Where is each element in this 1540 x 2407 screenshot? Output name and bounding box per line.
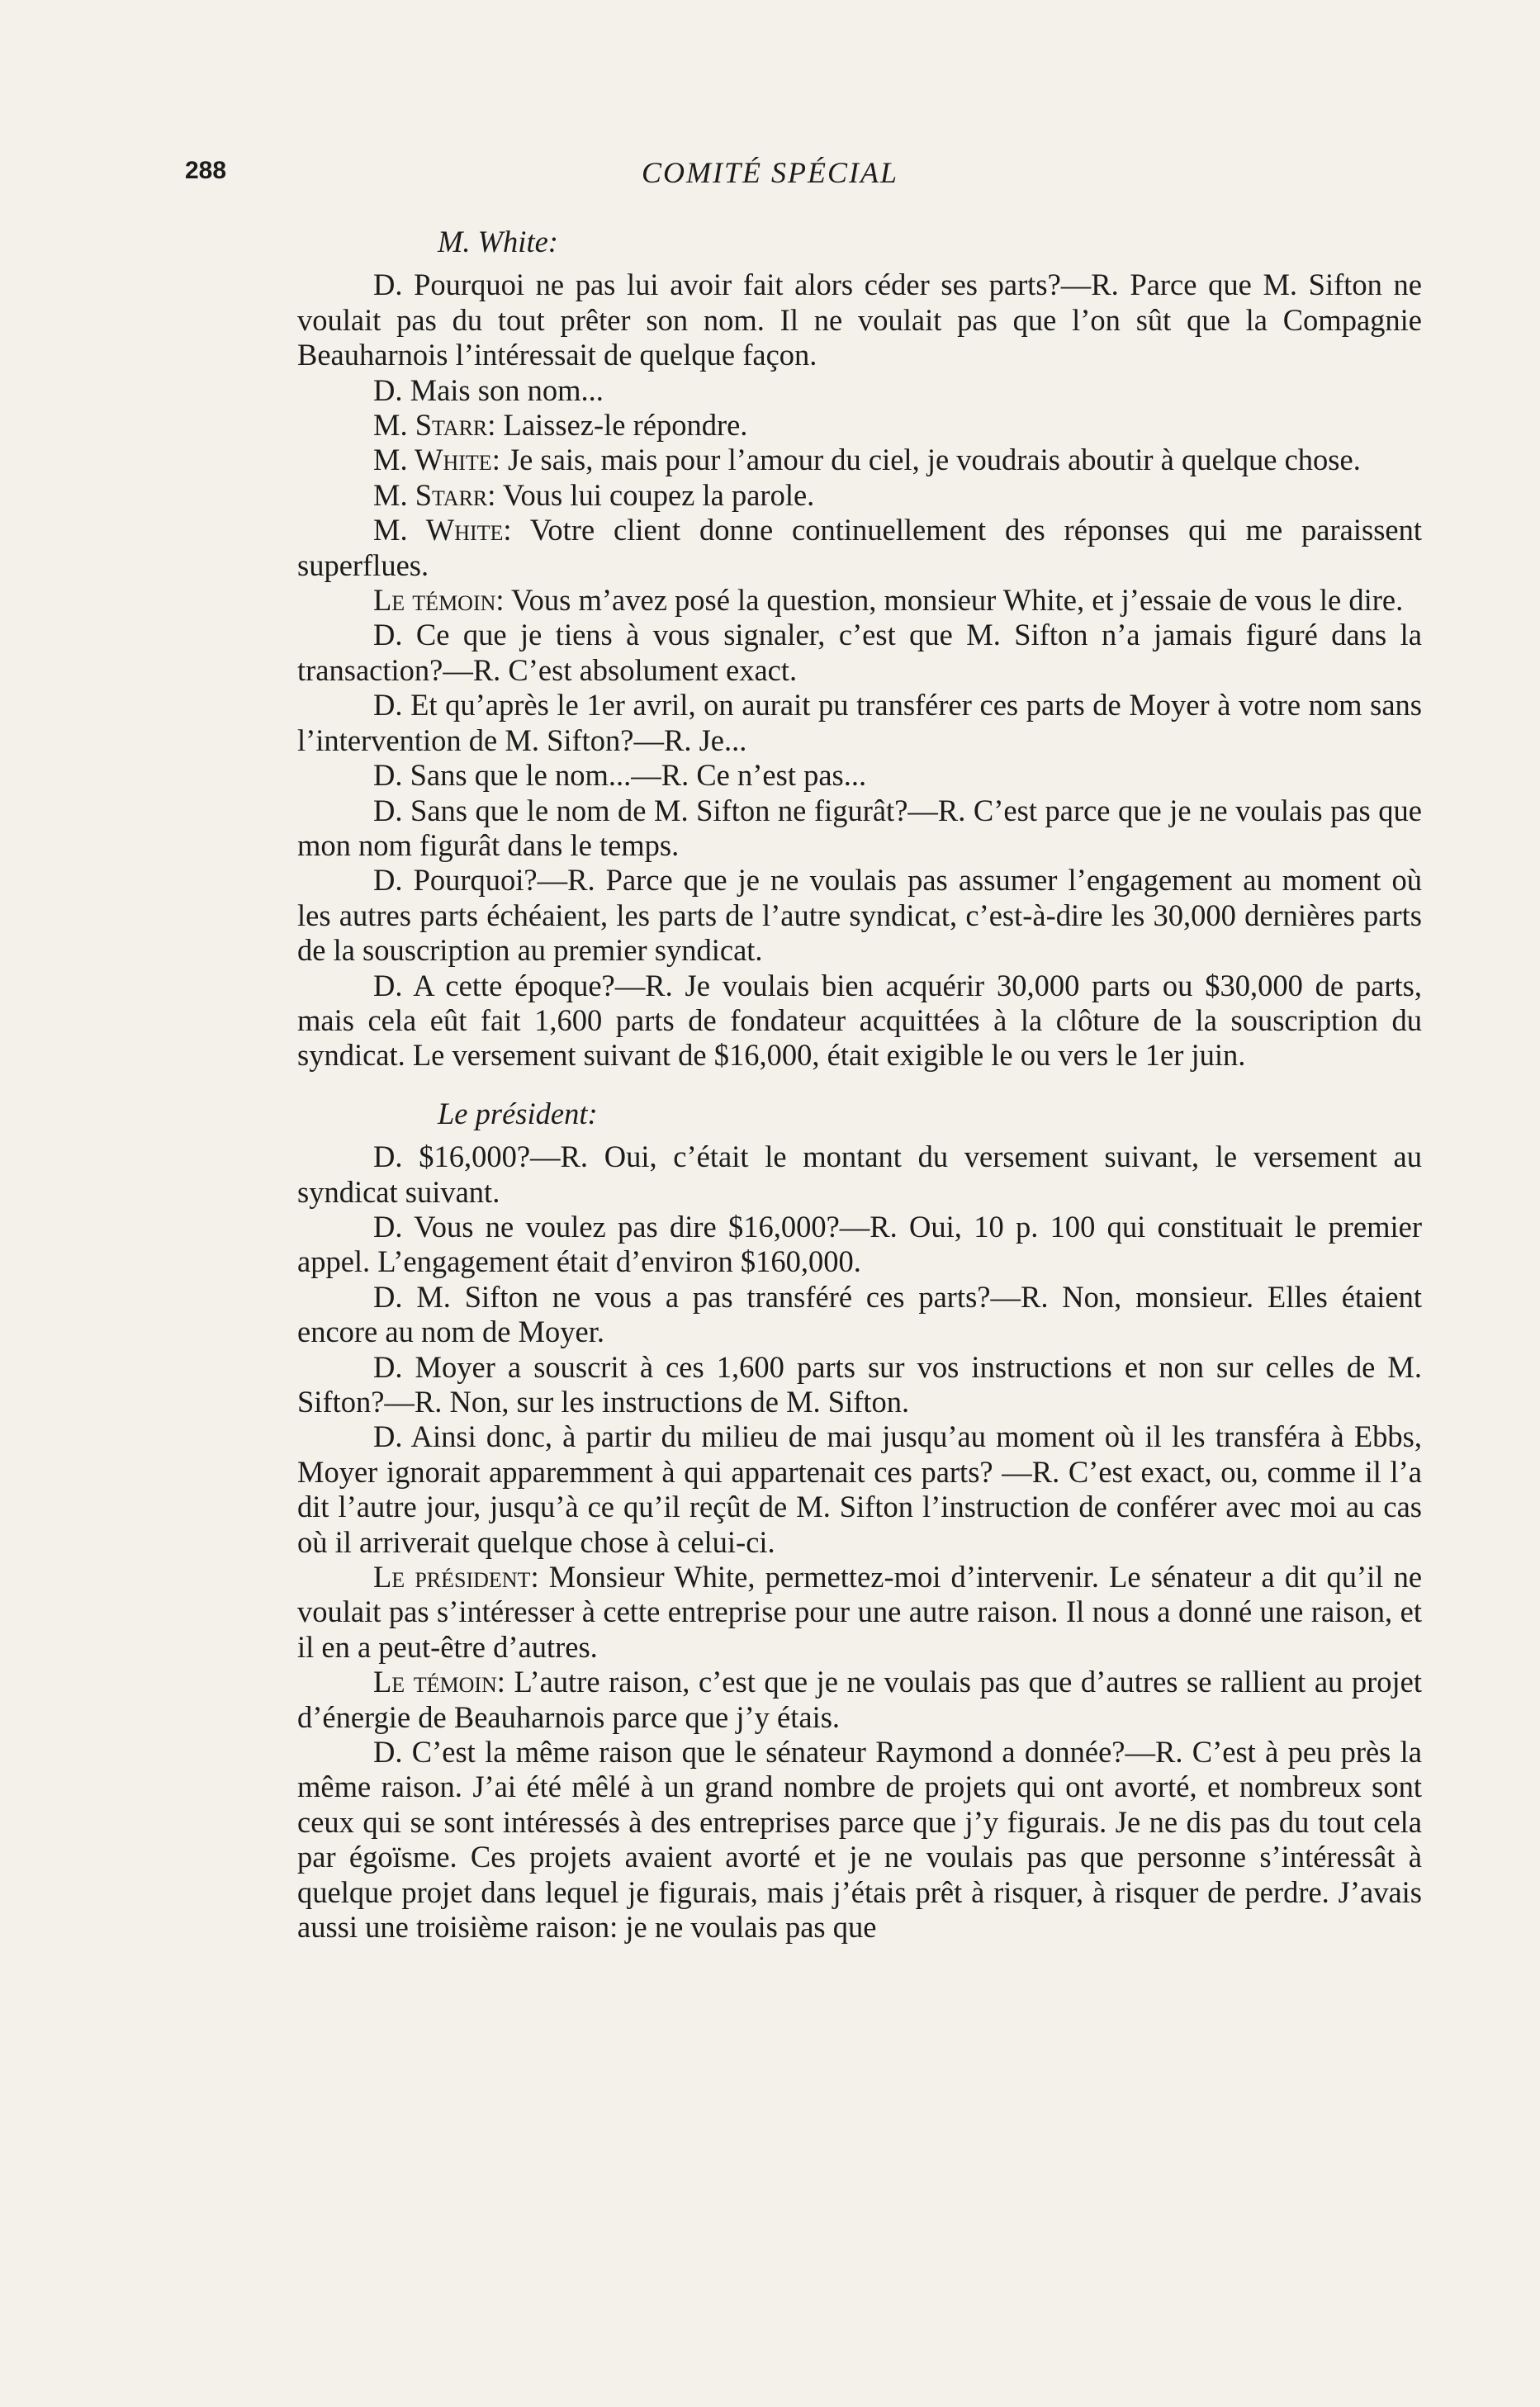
paragraph-text: L’autre raison, c’est que je ne voulais pas que d’autres se rallient au projet d’énergie de Beauharnois parce que j’y étais. xyxy=(297,1665,1422,1734)
paragraph-text: Vous m’avez posé la question, monsieur White, et j’essaie de vous le dire. xyxy=(511,583,1404,618)
speaker-heading: M. White: xyxy=(438,225,558,258)
paragraph: D. Pourquoi ne pas lui avoir fait alors céder ses parts?—R. Parce que M. Sifton ne voulait pas du tout prêter son nom. Il ne voulait pas que l’on sût que la Compagnie Beauharnois l’intéressait de quelque façon. xyxy=(297,268,1422,372)
paragraph xyxy=(297,1665,1422,1735)
speaker-heading: Le président: xyxy=(438,1096,598,1130)
paragraph: D. M. Sifton ne vous a pas transféré ces parts?—R. Non, monsieur. Elles étaient encore au nom de Moyer. xyxy=(297,1279,1422,1349)
speaker-name: Le témoin: xyxy=(373,1665,505,1699)
speaker-name: M. Starr: xyxy=(373,408,496,443)
paragraph xyxy=(297,478,1422,513)
paragraph-text: Monsieur White, permettez-moi d’intervenir. Le sénateur a dit qu’il ne voulait pas s’intéresser à cette entreprise pour une autre raison. Il nous a donné une raison, et il en a peut-être d’autres. xyxy=(297,1560,1423,1664)
paragraph: D. Et qu’après le 1er avril, on aurait pu transférer ces parts de Moyer à votre nom sans l’intervention de M. Sifton?—R. Je... xyxy=(297,688,1422,757)
paragraph xyxy=(297,513,1422,583)
page-number: 288 xyxy=(185,157,227,184)
speaker-name: M. Starr: xyxy=(373,477,496,512)
paragraph: D. Ainsi donc, à partir du milieu de mai jusqu’au moment où il les transféra à Ebbs, Moyer ignorait apparemment à qui appartenait ces parts? —R. C’est exact, ou, comme il l’a dit l’autre jour, jusqu’à ce qu’il reçût de M. Sifton l’instruction de conférer avec moi au cas où il arriverait quelque chose à celui-ci. xyxy=(297,1419,1422,1559)
paragraph: D. C’est la même raison que le sénateur Raymond a donnée?—R. C’est à peu près la même raison. J’ai été mêlé à un grand nombre de projets qui ont avorté, et nombreux sont ceux qui se sont intéressés à des entreprises parce que j’y figurais. Je ne dis pas du tout cela par égoïsme. Ces projets avaient avorté et je ne voulais pas que personne s’intéressât à quelque projet dans lequel je figurais, mais j’étais prêt à risquer, à risquer de perdre. J’avais aussi une troisième raison: je ne voulais pas que xyxy=(297,1735,1422,1945)
paragraph: D. Pourquoi?—R. Parce que je ne voulais pas assumer l’engagement au moment où les autres parts échéaient, les parts de l’autre syndicat, c’est-à-dire les 30,000 dernières parts de la souscription au premier syndicat. xyxy=(297,863,1422,968)
speaker-name: Le témoin: xyxy=(373,583,505,618)
paragraph: D. Ce que je tiens à vous signaler, c’est que M. Sifton n’a jamais figuré dans la transaction?—R. C’est absolument exact. xyxy=(297,618,1422,687)
paragraph xyxy=(297,583,1422,618)
paragraph xyxy=(297,1560,1422,1665)
paragraph xyxy=(297,408,1422,443)
speaker-name: M. White: xyxy=(373,513,512,547)
paragraph-text: Je sais, mais pour l’amour du ciel, je voudrais aboutir à quelque chose. xyxy=(507,443,1361,477)
paragraph: D. Mais son nom... xyxy=(373,372,604,407)
paragraph xyxy=(297,443,1422,477)
paragraph-text: Votre client donne continuellement des réponses qui me paraissent superflues. xyxy=(297,513,1423,582)
document-body xyxy=(297,221,1422,1945)
running-title: COMITÉ SPÉCIAL xyxy=(642,156,898,189)
paragraph-text: Laissez-le répondre. xyxy=(503,408,748,443)
paragraph-text: Vous lui coupez la parole. xyxy=(502,477,815,512)
speaker-name: Le président: xyxy=(373,1560,539,1594)
paragraph: D. Vous ne voulez pas dire $16,000?—R. Oui, 10 p. 100 qui constituait le premier appel. L’engagement était d’environ $160,000. xyxy=(297,1209,1422,1279)
paragraph: D. Sans que le nom de M. Sifton ne figurât?—R. C’est parce que je ne voulais pas que mon nom figurât dans le temps. xyxy=(297,793,1422,862)
paragraph: D. Sans que le nom...—R. Ce n’est pas... xyxy=(373,758,867,793)
paragraph: D. A cette époque?—R. Je voulais bien acquérir 30,000 parts ou $30,000 de parts, mais cela eût fait 1,600 parts de fondateur acquittées à la clôture de la souscription du syndicat. Le versement suivant de $16,000, était exigible le ou vers le 1er juin. xyxy=(297,968,1422,1073)
speaker-name: M. White: xyxy=(373,443,500,477)
paragraph: D. Moyer a souscrit à ces 1,600 parts sur vos instructions et non sur celles de M. Sifton?—R. Non, sur les instructions de M. Sifton. xyxy=(297,1349,1422,1419)
paragraph: D. $16,000?—R. Oui, c’était le montant du versement suivant, le versement au syndicat suivant. xyxy=(297,1140,1422,1209)
